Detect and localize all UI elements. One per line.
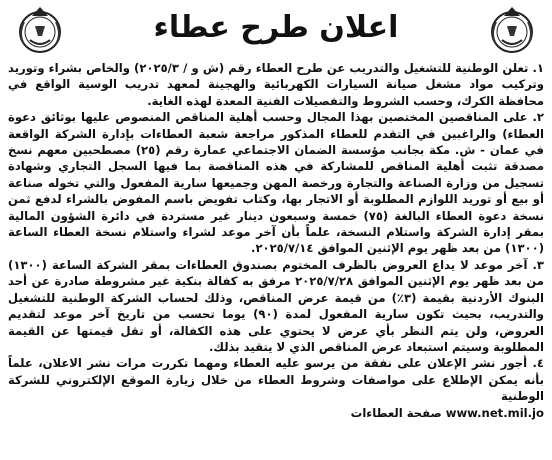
last-line (8, 405, 544, 421)
announcement-body (8, 60, 544, 421)
announcement-item: ٤. أجور نشر الإعلان على نفقة من يرسو عليه العطاء ومهما تكررت مرات نشر الاعلان، علماً بأنه يمكن الإطلاع على مواصفات وشروط العطاء من خلال زيارة الموقع الإلكتروني للشركة الوطنية (8, 356, 544, 404)
announcement-item: ٣. آخر موعد لا يداع العروض بالظرف المختوم بصندوق العطاءات بمقر الشركة الساعة (١٣٠٠) من بعد ظهر يوم الإثنين الموافق ٢٠٢٥/٧/٢٨ مرفق به كفالة بنكية غير مشروطة صادرة عن أحد البنوك الأردنية بقيمة (٣٪) من قيمة عرض المناقص، وذلك لحساب الشركة الوطنية للتشغيل والتدريب، بحيث تكون سارية المفعول لمدة (٩٠) يوما تحسب من تاريخ آخر موعد لتقديم العروض، ولن يتم النظر بأي عرض لا يحتوي على هذه الكفالة، أو تقل قيمتها عن القيمة المطلوبة وسيتم استبعاد عرض المناقص الذي لا يتقيد بذلك. (8, 257, 544, 354)
emblem-icon (486, 4, 538, 56)
header (8, 4, 544, 60)
tenders-page-label: صفحة العطاءات (350, 405, 442, 420)
announcement-item: ٢. على المناقصين المختصين بهذا المجال وحسب أهلية المناقص المنصوص عليها بوثائق دعوة العطاء) والراغبين في التقدم للعطاء المذكور مراجعة شعبة العطاءات بإدارة الشركة الواقعة في عمان - ش. مكة بجانب مؤسسة الضمان الاجتماعي عمارة رقم (٢٥) مصطحبين معهم نسخ مصدقة تثبت أهلية المناقص للمشاركة في هذه المناقصة بما فيها السجل التجاري وشهادة تسجيل من وزارة الصناعة والتجارة ورخصة المهن وجميعها سارية المفعول والتي تخوله صناعة أو بيع أو توريد اللوازم المطلوبة أو الاتجار بها، وكتاب تفويض باسم المفوض بالشراء لدفع ثمن نسخة دعوة العطاء البالغة (٧٥) خمسة وسبعون دينار غير مستردة في دائرة الشؤون المالية بمقر إدارة الشركة واستلام النسخة، علماً بأن آخر موعد لشراء واستلام نسخة العطاء الساعة (١٣٠٠) من بعد ظهر يوم الإثنين الموافق ٢٠٢٥/٧/١٤. (8, 110, 544, 256)
page-title: اعلان طرح عطاء (153, 10, 399, 45)
website-url: www.net.mil.jo (445, 405, 544, 420)
announcement-item: ١. تعلن الوطنية للتشغيل والتدريب عن طرح العطاء رقم (ش و / ٢٠٢٥/٣) والخاص بشراء وتوريد وتركيب مواد مشغل صيانة السيارات الكهربائية والهجينة لمعهد تدريب الوسية الواقع في محافظة الكرك، وحسب الشروط والتفصيلات الفنية المعدة لهذه الغاية. (8, 61, 544, 108)
emblem-icon (14, 4, 66, 56)
